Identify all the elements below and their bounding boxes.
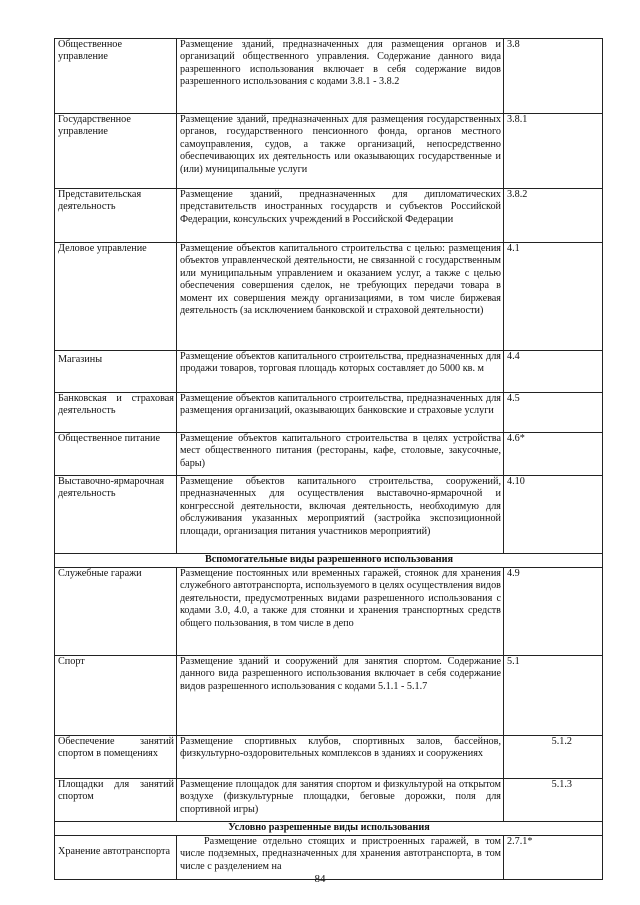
use-code: 5.1.3 — [504, 779, 603, 822]
use-name: Представительская деятельность — [55, 189, 177, 243]
table-row — [55, 433, 603, 476]
land-use-table — [54, 38, 603, 880]
use-code: 3.8 — [504, 39, 603, 114]
use-name: Выставочно-ярмарочная деятельность — [55, 476, 177, 554]
use-description: Размещение зданий, предназначенных для размещения государственных органов, государственного пенсионного фонда, органов местного самоуправления, судов, а также организаций, непосредственно обеспечивающих их деятельность или оказывающих государственные и (или) муниципальные услуги — [177, 114, 504, 189]
use-description: Размещение зданий, предназначенных для дипломатических представительств иностранных государств и субъектов Российской Федерации, консульских учреждений в Российской Федерации — [177, 189, 504, 243]
use-code: 4.5 — [504, 393, 603, 433]
table-row — [55, 476, 603, 554]
use-name: Хранение автотранспорта — [55, 836, 177, 880]
use-description: Размещение зданий и сооружений для занятия спортом. Содержание данного вида разрешенного использования включает в себя содержание видов разрешенного использования с кодами 5.1.1 - 5.1.7 — [177, 656, 504, 736]
section-header-row — [55, 554, 603, 568]
use-description: Размещение постоянных или временных гаражей, стоянок для хранения служебного автотранспорта, используемого в целях осуществления видов деятельности, предусмотренных видами разрешенного использования с кодами 3.0, 4.0, а также для стоянки и хранения транспортных средств общего пользования, в том числе в депо — [177, 568, 504, 656]
use-name: Общественное управление — [55, 39, 177, 114]
use-code: 3.8.1 — [504, 114, 603, 189]
use-code: 2.7.1* — [504, 836, 603, 880]
use-description: Размещение спортивных клубов, спортивных залов, бассейнов, физкультурно-оздоровительных комплексов в зданиях и сооружениях — [177, 736, 504, 779]
section-header-row — [55, 822, 603, 836]
use-name: Банковская и страховая деятельность — [55, 393, 177, 433]
use-name: Общественное питание — [55, 433, 177, 476]
use-code: 5.1.2 — [504, 736, 603, 779]
page-number: 84 — [314, 873, 326, 885]
use-code: 5.1 — [504, 656, 603, 736]
use-description: Размещение объектов капитального строительства, сооружений, предназначенных для осуществления выставочно-ярмарочной и конгрессной деятельности, включая деятельность, необходимую для обслуживания указанных мероприятий (застройка экспозиционной площади, организация питания участников мероприятий) — [177, 476, 504, 554]
table-row — [55, 39, 603, 114]
table-row — [55, 736, 603, 779]
use-code: 4.9 — [504, 568, 603, 656]
use-code: 3.8.2 — [504, 189, 603, 243]
use-description: Размещение объектов капитального строительства, предназначенных для размещения организаций, оказывающих банковские и страховые услуги — [177, 393, 504, 433]
use-code: 4.6* — [504, 433, 603, 476]
section-conditional-title: Условно разрешенные виды использования — [55, 822, 603, 836]
use-description: Размещение зданий, предназначенных для размещения органов и организаций общественного управления. Содержание данного вида разрешенного использования включает в себя содержание видов разрешенного использования с кодами 3.8.1 - 3.8.2 — [177, 39, 504, 114]
use-name: Площадки для занятий спортом — [55, 779, 177, 822]
use-name: Магазины — [55, 351, 177, 393]
section-auxiliary-title: Вспомогательные виды разрешенного использования — [55, 554, 603, 568]
use-description: Размещение объектов капитального строительства в целях устройства мест общественного питания (рестораны, кафе, столовые, закусочные, бары) — [177, 433, 504, 476]
use-name: Государственное управление — [55, 114, 177, 189]
table-row — [55, 779, 603, 822]
use-code: 4.1 — [504, 243, 603, 351]
use-name: Служебные гаражи — [55, 568, 177, 656]
use-code: 4.4 — [504, 351, 603, 393]
use-description: Размещение площадок для занятия спортом и физкультурой на открытом воздухе (физкультурные площадки, беговые дорожки, поля для спортивной игры) — [177, 779, 504, 822]
use-name: Спорт — [55, 656, 177, 736]
table-row — [55, 189, 603, 243]
table-row — [55, 243, 603, 351]
use-code: 4.10 — [504, 476, 603, 554]
table-row — [55, 351, 603, 393]
use-description: Размещение отдельно стоящих и пристроенных гаражей, в том числе подземных, предназначенных для хранения автотранспорта, в том числе с разделением на — [177, 836, 504, 880]
table-row — [55, 114, 603, 189]
use-name: Деловое управление — [55, 243, 177, 351]
table-row — [55, 393, 603, 433]
use-description: Размещение объектов капитального строительства с целью: размещения объектов управленческой деятельности, не связанной с государственным или муниципальным управлением и оказанием услуг, а также с целью обеспечения совершения сделок, не требующих передачи товара в момент их совершения между организациями, в том числе биржевая деятельность (за исключением банковской и страховой деятельности) — [177, 243, 504, 351]
table-row — [55, 656, 603, 736]
use-description: Размещение объектов капитального строительства, предназначенных для продажи товаров, торговая площадь которых составляет до 5000 кв. м — [177, 351, 504, 393]
use-name: Обеспечение занятий спортом в помещениях — [55, 736, 177, 779]
table-row — [55, 568, 603, 656]
